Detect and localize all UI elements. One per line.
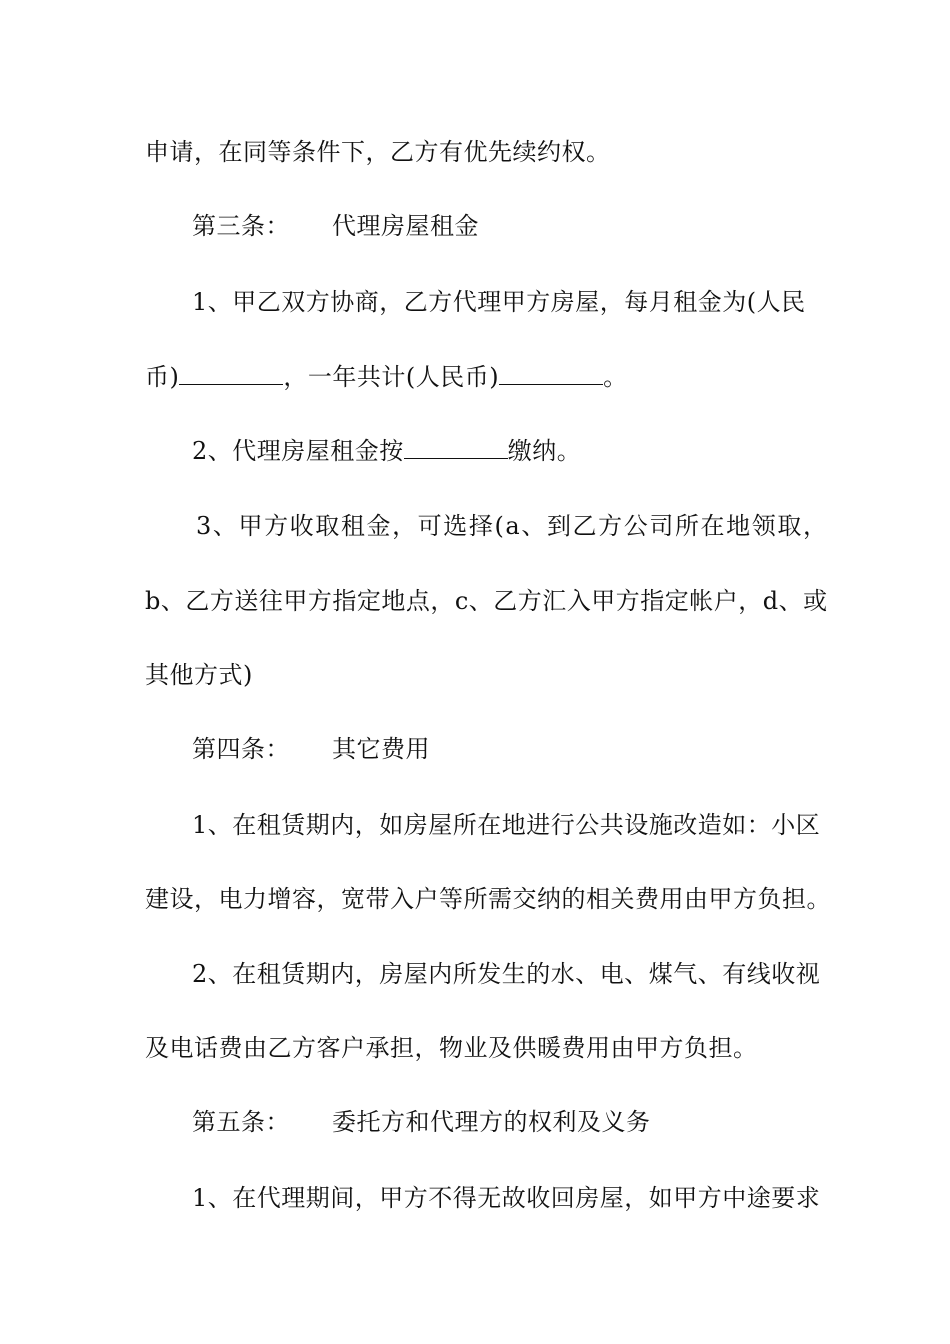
article-label: 第五条：: [192, 1108, 290, 1136]
article-4-heading: [192, 734, 430, 764]
text-segment: 。: [603, 363, 628, 391]
paragraph-line: 3、甲方收取租金，可选择(a、到乙方公司所在地领取，: [196, 512, 829, 540]
paragraph-line: 1、甲乙双方协商，乙方代理甲方房屋，每月租金为(人民: [192, 288, 806, 316]
fill-in-blank: [499, 362, 603, 385]
fill-in-blank: [179, 362, 283, 385]
paragraph-line: 建设，电力增容，宽带入户等所需交纳的相关费用由甲方负担。: [145, 885, 831, 913]
text-segment: 币): [145, 363, 180, 391]
article-label: 第三条：: [192, 212, 290, 240]
article-title: 代理房屋租金: [332, 212, 479, 240]
paragraph-line: 1、在租赁期内，如房屋所在地进行公共设施改造如：小区: [192, 811, 821, 839]
fill-in-blank: [404, 436, 508, 459]
paragraph-line: 及电话费由乙方客户承担，物业及供暖费用由甲方负担。: [145, 1034, 758, 1062]
article-title: 其它费用: [332, 735, 430, 763]
article-title: 委托方和代理方的权利及义务: [332, 1108, 651, 1136]
text-segment: 2、代理房屋租金按: [192, 437, 404, 465]
text-segment: 缴纳。: [507, 437, 582, 465]
text-segment: ，一年共计(人民币): [283, 363, 500, 391]
paragraph-line: 其他方式): [145, 661, 253, 689]
paragraph-line: 1、在代理期间，甲方不得无故收回房屋，如甲方中途要求: [192, 1184, 821, 1212]
paragraph-line: [192, 436, 581, 466]
paragraph-line: [145, 362, 628, 392]
paragraph-line: b、乙方送往甲方指定地点，c、乙方汇入甲方指定帐户，d、或: [145, 587, 828, 615]
paragraph-line: 申请，在同等条件下，乙方有优先续约权。: [145, 138, 611, 166]
article-label: 第四条：: [192, 735, 290, 763]
article-5-heading: [192, 1107, 651, 1137]
paragraph-line: 2、在租赁期内，房屋内所发生的水、电、煤气、有线收视: [192, 960, 821, 988]
article-3-heading: [192, 211, 479, 241]
